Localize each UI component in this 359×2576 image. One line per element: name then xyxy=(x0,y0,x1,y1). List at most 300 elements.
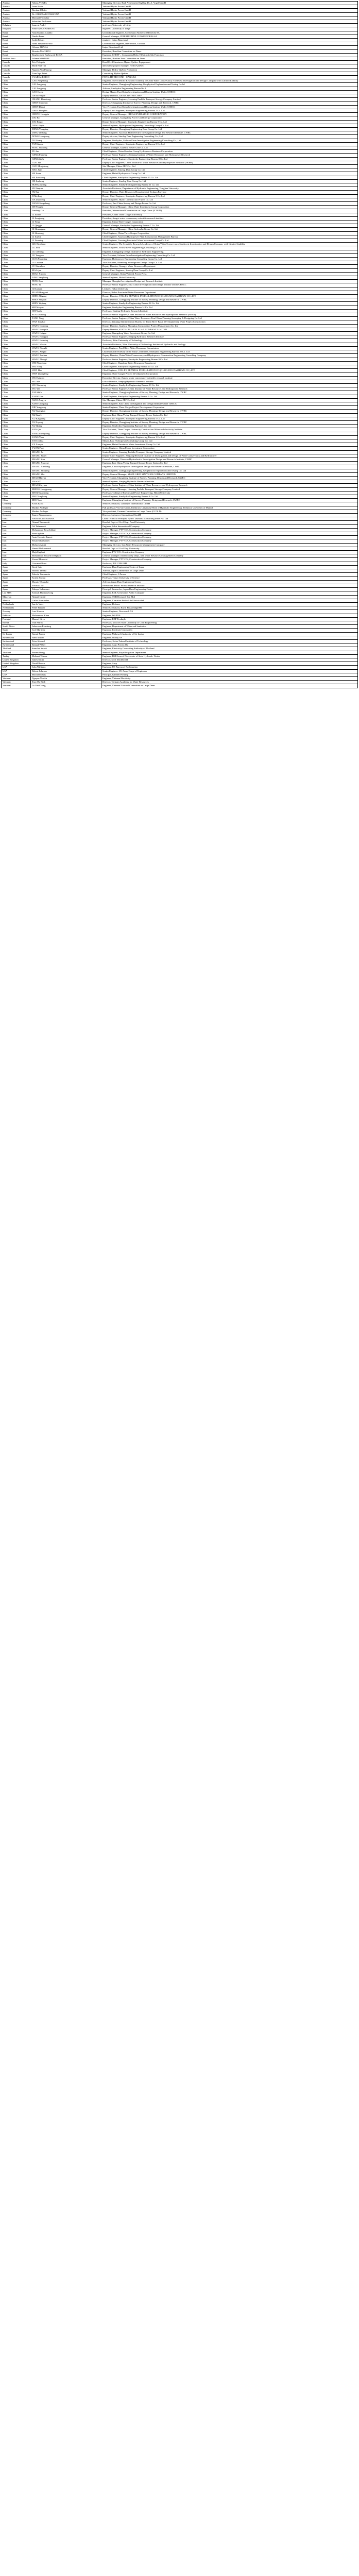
name-cell: LI Yaoming xyxy=(31,239,101,243)
country-cell: China xyxy=(2,402,31,405)
table-row xyxy=(2,206,358,209)
name-cell: HU Jun xyxy=(31,191,101,194)
name-cell: HE Jiaren xyxy=(31,172,101,176)
table-row xyxy=(2,621,358,624)
name-cell: Orleans FRAGA xyxy=(31,46,101,49)
country-cell: China xyxy=(2,228,31,231)
affiliation-cell: Engineer, TNB Research Sdn Bhd xyxy=(101,595,358,599)
affiliation-cell: Senior Engineer, Sinolog Dam Group Co. Ltd xyxy=(101,179,358,183)
affiliation-cell: P.ENG, HYDRO ONE - CANADA xyxy=(101,76,358,79)
table-row xyxy=(2,673,358,676)
table-row xyxy=(2,499,358,502)
country-cell: China xyxy=(2,317,31,320)
country-cell: Vietnam xyxy=(2,684,31,688)
affiliation-cell: Senior Engineer, Royal Irrigation Department xyxy=(101,651,358,654)
affiliation-cell: Engineer, Vietnam National Committee on Large Dams xyxy=(101,684,358,688)
country-cell: China xyxy=(2,113,31,116)
table-row xyxy=(2,183,358,187)
country-cell: China xyxy=(2,253,31,257)
name-cell: XU Qijing xyxy=(31,425,101,428)
country-cell: China xyxy=(2,413,31,417)
table-row xyxy=(2,666,358,669)
table-row xyxy=(2,258,358,261)
affiliation-cell: Senior Engineer, China Power Investment Corporation xyxy=(101,447,358,450)
country-cell: China xyxy=(2,339,31,343)
country-cell: China xyxy=(2,246,31,250)
name-cell: Hamid Mohammadi xyxy=(31,547,101,550)
affiliation-cell: Full professor/Vice-president, Innsbruck University/Head of Hydraulic Engineering, Technical University of Munich xyxy=(101,506,358,510)
name-cell: TANG Yang xyxy=(31,317,101,320)
name-cell: Mark Paul Tan xyxy=(31,64,101,68)
affiliation-cell: Engineer, Mahaweli Authority of Sri Lanka xyxy=(101,632,358,636)
country-cell: India xyxy=(2,517,31,521)
affiliation-cell: engineer, University of Liège xyxy=(101,27,358,31)
name-cell: ZHAO Haiyan xyxy=(31,477,101,480)
country-cell: China xyxy=(2,495,31,499)
table-row xyxy=(2,654,358,658)
table-row xyxy=(2,551,358,554)
name-cell: HARI RAM SHARMA xyxy=(31,517,101,521)
country-cell: Iran xyxy=(2,528,31,532)
name-cell: CHEN Hongbin xyxy=(31,109,101,112)
name-cell: Michael Frötscher xyxy=(31,16,101,20)
affiliation-cell: Senior Consultant, Royal HaskoningDHV xyxy=(101,606,358,610)
table-row xyxy=(2,131,358,135)
table-row xyxy=(2,573,358,577)
affiliation-cell: Professor Senior Engineer, China Water Resources Pearl River Planning Surveying & Designing Co. Ltd xyxy=(101,317,358,320)
country-cell: China xyxy=(2,499,31,502)
country-cell: China xyxy=(2,320,31,324)
affiliation-cell: Director, Mott MacDonald xyxy=(101,658,358,662)
table-row xyxy=(2,346,358,350)
country-cell: China xyxy=(2,224,31,228)
name-cell: CHAI Fengde xyxy=(31,94,101,98)
name-cell: LV Guohua xyxy=(31,261,101,265)
name-cell: XIANG Jun xyxy=(31,395,101,398)
affiliation-cell: Senior Engineer, Changjiang Engineering, Geophysical Exploration and Testing Co. Ltd xyxy=(101,469,358,472)
affiliation-cell: General Manager, Guangdong Power Grid Energy Corporation xyxy=(101,116,358,120)
table-row xyxy=(2,335,358,339)
name-cell: DAI Bingo xyxy=(31,120,101,124)
affiliation-cell: Senior Engineer, Sinohydro Engineering Bureau 10 Co. Ltd xyxy=(101,383,358,387)
table-row xyxy=(2,5,358,9)
country-cell: China xyxy=(2,298,31,302)
country-cell: Thailand xyxy=(2,651,31,654)
affiliation-cell: Director, Lahmeyer International GmbH xyxy=(101,514,358,517)
affiliation-cell: Project Manager, FTV CO., Construction Company xyxy=(101,528,358,532)
affiliation-cell: Senior Engineer, Hydropower Engineering Consulting Group Co. Ltd xyxy=(101,124,358,127)
table-row xyxy=(2,454,358,457)
affiliation-cell: Deputy Director, Changjiang Institute of Survey, Planning, Design and Research, CWRC xyxy=(101,432,358,435)
table-row xyxy=(2,328,358,331)
name-cell: ZHENG Hongguang xyxy=(31,487,101,491)
country-cell: China xyxy=(2,209,31,213)
affiliation-cell: Professor Senior Engineer, Zhejiang Institute of Water Resources and Hydropower Research xyxy=(101,154,358,157)
affiliation-cell: Engineer, Department of Water and Sanitation xyxy=(101,625,358,629)
country-cell: China xyxy=(2,243,31,246)
country-cell: China xyxy=(2,239,31,243)
country-cell: Iran xyxy=(2,521,31,524)
table-row xyxy=(2,610,358,614)
country-cell: Brazil xyxy=(2,46,31,49)
country-cell: China xyxy=(2,343,31,346)
name-cell: Ricardo MAGRINI xyxy=(31,49,101,53)
name-cell: XU Guangjun xyxy=(31,410,101,413)
table-row xyxy=(2,365,358,368)
name-cell: LIU Xinsheng xyxy=(31,243,101,246)
country-cell: China xyxy=(2,302,31,306)
name-cell: LI Jianlin xyxy=(31,213,101,216)
country-cell: Brazil xyxy=(2,35,31,38)
country-cell: China xyxy=(2,472,31,476)
affiliation-cell: Engineer, Changjiang Design Institute of Hydraulic Engineering xyxy=(101,250,358,253)
name-cell: Pierre ARCHAMBEAU xyxy=(31,27,101,31)
name-cell: Eugen Zimmermann xyxy=(31,514,101,517)
name-cell: Anna Hofer xyxy=(31,5,101,9)
table-row xyxy=(2,287,358,291)
table-row xyxy=(2,387,358,391)
country-cell: Switzerland xyxy=(2,636,31,639)
name-cell: Hans Müller xyxy=(31,636,101,639)
country-cell: Norway xyxy=(2,610,31,614)
table-row xyxy=(2,272,358,276)
table-row xyxy=(2,647,358,651)
name-cell: CAI Jiangping xyxy=(31,83,101,87)
country-cell: United Kingdom xyxy=(2,658,31,662)
country-cell: Pakistan xyxy=(2,614,31,617)
name-cell: SHEN Shiyuan xyxy=(31,298,101,302)
table-row xyxy=(2,469,358,472)
name-cell: Yousef Hosseini xyxy=(31,558,101,562)
affiliation-cell: Vice President, East China Investigation and Design Institute Under CHECC xyxy=(101,105,358,109)
country-cell: USA xyxy=(2,669,31,673)
name-cell: WANG Guiming xyxy=(31,324,101,328)
affiliation-cell: Engineer, Vietnam Electricity xyxy=(101,676,358,680)
table-row xyxy=(2,306,358,309)
country-cell: China xyxy=(2,417,31,420)
table-row xyxy=(2,253,358,257)
country-cell: Vietnam xyxy=(2,681,31,684)
name-cell: SHEN Yiqiang xyxy=(31,302,101,306)
country-cell: China xyxy=(2,283,31,287)
name-cell: Le Van Cuong xyxy=(31,684,101,688)
name-cell: Somsak Phommavong xyxy=(31,591,101,595)
table-row xyxy=(2,90,358,94)
country-cell: China xyxy=(2,164,31,168)
affiliation-cell: Senior Engineer, Xiaowan Hydroelectric Investigation Design and Research Institute, CWRC xyxy=(101,131,358,135)
name-cell: MIAO Xuwen xyxy=(31,272,101,276)
name-cell: ZHANG Zhiqiang xyxy=(31,469,101,472)
affiliation-cell: Senior Engineer, Norconsult AS xyxy=(101,610,358,614)
affiliation-cell: President, China Three Gorges University xyxy=(101,213,358,216)
table-row xyxy=(2,53,358,57)
table-row xyxy=(2,447,358,450)
name-cell: LI Shuxiang xyxy=(31,231,101,235)
country-cell: Iran xyxy=(2,543,31,547)
country-cell: Germany xyxy=(2,502,31,506)
table-row xyxy=(2,324,358,328)
affiliation-cell: Director, Changjiang Institute of Survey, Planning, Design and Research, CWRC xyxy=(101,101,358,105)
table-row xyxy=(2,98,358,101)
affiliation-cell: Professor Senior Engineer, Nanjing Hydraulic Research Institute xyxy=(101,335,358,339)
table-row xyxy=(2,172,358,176)
name-cell: LI Xuelin xyxy=(31,235,101,239)
name-cell: Giovanni Rossi xyxy=(31,562,101,565)
name-cell: Markus Aufleger xyxy=(31,506,101,510)
name-cell: Amir Hossein Razavi xyxy=(31,536,101,539)
name-cell: ZHANG Kun xyxy=(31,457,101,461)
affiliation-cell: Chief Engineer, Sinohydro Engineering Bureau 10 Co. Ltd xyxy=(101,365,358,368)
country-cell: Brazil xyxy=(2,42,31,46)
table-row xyxy=(2,231,358,235)
affiliation-cell: Deputy Director, China Water Conservancy and Hydropower Construction Engineering Consulting Company xyxy=(101,354,358,358)
affiliation-cell: Senior Engineer, US Army Corps of Engineers xyxy=(101,669,358,673)
name-cell: Tuan Ngo Trinh xyxy=(31,72,101,75)
country-cell: China xyxy=(2,328,31,331)
country-cell: China xyxy=(2,425,31,428)
country-cell: China xyxy=(2,420,31,424)
name-cell: Takeshi Yamamoto xyxy=(31,573,101,577)
name-cell: CHEN Chaomin xyxy=(31,101,101,105)
name-cell: ZHAO Zhiyuan xyxy=(31,484,101,487)
table-row xyxy=(2,146,358,149)
country-cell: China xyxy=(2,454,31,457)
table-row xyxy=(2,124,358,127)
country-cell: China xyxy=(2,287,31,291)
name-cell: ZHANG Zhe xyxy=(31,472,101,476)
name-cell: XU Kaiguang xyxy=(31,417,101,420)
affiliation-cell: Senior Engineer, Pearl River Water Resources Commission xyxy=(101,346,358,350)
name-cell: GENG Jinfu xyxy=(31,157,101,161)
affiliation-cell: Verbund Hydro Power GmbH xyxy=(101,5,358,9)
table-row xyxy=(2,577,358,580)
table-row xyxy=(2,369,358,372)
table-row xyxy=(2,491,358,495)
name-cell: Klaus Kloss xyxy=(31,502,101,506)
country-cell: China xyxy=(2,383,31,387)
name-cell: Adama NOMBRE xyxy=(31,57,101,61)
table-row xyxy=(2,584,358,587)
affiliation-cell: Head of Dept. of Civil Eng. University xyxy=(101,547,358,550)
table-row xyxy=(2,57,358,61)
name-cell: QI Lianjun xyxy=(31,287,101,291)
country-cell: Canada xyxy=(2,68,31,72)
table-row xyxy=(2,425,358,428)
country-cell: Russia xyxy=(2,621,31,624)
country-cell: Canada xyxy=(2,76,31,79)
table-row xyxy=(2,614,358,617)
affiliation-cell: Senior Consultant, Lahmeyer International GmbH xyxy=(101,502,358,506)
name-cell: Hiroshi Tanaka xyxy=(31,569,101,573)
country-cell: Burkina Faso xyxy=(2,57,31,61)
affiliation-cell: Managing Director, Rudi Assessment Digl Ing Dr. A. Vogel GmbH xyxy=(101,2,358,5)
name-cell: Ahmad Ismail xyxy=(31,595,101,599)
table-row xyxy=(2,591,358,595)
country-cell: China xyxy=(2,354,31,358)
affiliation-cell: Manager, Shanghai Investigation Design and Research Institute xyxy=(101,280,358,283)
country-cell: China xyxy=(2,395,31,398)
name-cell: SUN Zhuhong xyxy=(31,313,101,317)
affiliation-cell: Associate Professor, Department of Hydraulic Engineering, Tsinghua University xyxy=(101,187,358,191)
affiliation-cell: Chief Engineer, Sinolog Dam Group Co. Ltd xyxy=(101,168,358,172)
name-cell: Kamal Perera xyxy=(31,632,101,636)
name-cell: WANG Xuehua xyxy=(31,354,101,358)
name-cell: LUO Zhaoming xyxy=(31,258,101,261)
affiliation-cell: Chief Engineer, Sinohydro Engineering Bureau 6 Co. Ltd xyxy=(101,395,358,398)
affiliation-cell: Chairman and Secretary of the Party Committee, Sinohydro Engineering Bureau 10 Co. Ltd xyxy=(101,350,358,354)
name-cell: Ivan Petrov xyxy=(31,621,101,624)
table-row xyxy=(2,76,358,79)
country-cell: Canada xyxy=(2,64,31,68)
country-cell: China xyxy=(2,154,31,157)
country-cell: Turkey xyxy=(2,654,31,658)
name-cell: Dr. JAKUBA KATARSYNA xyxy=(31,12,101,16)
affiliation-cell: Engineer, FTV CO., Construction Company xyxy=(101,551,358,554)
affiliation-cell: Advisor, Sinohydro Engineering Bureau No.1 xyxy=(101,87,358,90)
affiliation-cell: Engineer, Sinohydro, Sichuan Ertan Investigation Engineering Consulting Co., Ltd xyxy=(101,139,358,142)
country-cell: China xyxy=(2,369,31,372)
country-cell: Netherlands xyxy=(2,606,31,610)
country-cell: Sri Lanka xyxy=(2,632,31,636)
affiliation-cell: Director, Hubei Provincial Water Resources Department xyxy=(101,291,358,294)
name-cell: ZHU Yuan xyxy=(31,499,101,502)
country-cell: United Kingdom xyxy=(2,662,31,666)
country-cell: Iran xyxy=(2,524,31,528)
affiliation-cell: Professor, Swiss Federal Institute of Technology xyxy=(101,639,358,643)
affiliation-cell: Chief Engineer, China Three Gorges Corporation xyxy=(101,231,358,235)
table-row xyxy=(2,354,358,358)
name-cell: Jianfeng GA xyxy=(31,209,101,213)
table-row xyxy=(2,235,358,239)
country-cell: China xyxy=(2,410,31,413)
name-cell: WANG Haigen xyxy=(31,332,101,335)
country-cell: China xyxy=(2,491,31,495)
affiliation-cell: Deputy Director, Water Resources Department of Sichuan Province xyxy=(101,191,358,194)
name-cell: CHEN Dahui xyxy=(31,105,101,109)
country-cell: China xyxy=(2,291,31,294)
name-cell: JIN Yonglin xyxy=(31,206,101,209)
affiliation-cell: Deputy Director, CHINA WATER CORP xyxy=(101,94,358,98)
table-row xyxy=(2,142,358,146)
name-cell: XIAO Guoqiang xyxy=(31,402,101,405)
table-row xyxy=(2,213,358,216)
name-cell: WANG Zhongli xyxy=(31,358,101,361)
name-cell: GENG Fusheng xyxy=(31,154,101,157)
name-cell: Michael Davis xyxy=(31,673,101,676)
country-cell: Iran xyxy=(2,536,31,539)
name-cell: LU Lizhong xyxy=(31,250,101,253)
name-cell: YANG Yuan xyxy=(31,435,101,439)
affiliation-cell: Verbund Hydro Power GmbH xyxy=(101,9,358,12)
table-row xyxy=(2,101,358,105)
affiliation-cell: Engineer, Electricity Generating Authority of Thailand xyxy=(101,647,358,651)
table-row xyxy=(2,39,358,42)
country-cell: Japan xyxy=(2,573,31,577)
country-cell: Iran xyxy=(2,551,31,554)
affiliation-cell: Engineer, Arup xyxy=(101,662,358,666)
table-row xyxy=(2,358,358,361)
table-row xyxy=(2,625,358,629)
affiliation-cell: Verbund Hydro Power GmbH xyxy=(101,12,358,16)
name-cell: GUO Jun xyxy=(31,161,101,164)
table-row xyxy=(2,350,358,354)
name-cell: John Williams xyxy=(31,666,101,669)
country-cell: China xyxy=(2,261,31,265)
affiliation-cell: Engineer, US Bureau of Reclamation xyxy=(101,666,358,669)
country-cell: China xyxy=(2,172,31,176)
country-cell: Austria xyxy=(2,9,31,12)
country-cell: China xyxy=(2,484,31,487)
name-cell: ZHAO Yi xyxy=(31,480,101,484)
name-cell: LI Jiangheng xyxy=(31,216,101,220)
affiliation-cell: Professor Senior Engineer, China Institute of Water Resources and Hydropower Research xyxy=(101,484,358,487)
country-cell: USA xyxy=(2,666,31,669)
name-cell: Peter Schmid xyxy=(31,639,101,643)
affiliation-cell: Deputy General Manager, Liaoning Puzhihe Transport Storage Company Limited xyxy=(101,487,358,491)
country-cell: China xyxy=(2,213,31,216)
name-cell: Mehmet Yilmaz xyxy=(31,654,101,658)
table-row xyxy=(2,83,358,87)
name-cell: MA Lijun xyxy=(31,268,101,272)
table-row xyxy=(2,2,358,5)
name-cell: Anna Junqueira Filho xyxy=(31,42,101,46)
name-cell: David Brown xyxy=(31,662,101,666)
table-row xyxy=(2,135,358,139)
table-row xyxy=(2,291,358,294)
affiliation-cell: Itaipu Binacional Ltd xyxy=(101,46,358,49)
table-row xyxy=(2,472,358,476)
country-cell: China xyxy=(2,432,31,435)
name-cell: Takuya Nakamura xyxy=(31,588,101,591)
name-cell: WAN Liuzhai xyxy=(31,320,101,324)
table-row xyxy=(2,317,358,320)
table-row xyxy=(2,487,358,491)
country-cell: China xyxy=(2,335,31,339)
country-cell: China xyxy=(2,101,31,105)
table-row xyxy=(2,302,358,306)
affiliation-cell: Deputy Director, STATE GRID XIN YUAN COMPANY LIMITED xyxy=(101,328,358,331)
affiliation-cell: Director, Xinjiang Administration Bureau for Tarim River Basin Development & Water Project Construction xyxy=(101,320,358,324)
country-cell: China xyxy=(2,276,31,280)
country-cell: China xyxy=(2,398,31,402)
name-cell: Tran Thi Binh xyxy=(31,681,101,684)
table-row xyxy=(2,462,358,465)
affiliation-cell: Engineer, Hubei Hydropower Group Co. Ltd xyxy=(101,172,358,176)
country-cell: Brazil xyxy=(2,39,31,42)
country-cell: Iran xyxy=(2,547,31,550)
table-row xyxy=(2,116,358,120)
country-cell: China xyxy=(2,161,31,164)
affiliation-cell: Senior Engineer, Sinohydro Engineering Bureau 8 Co. Ltd xyxy=(101,495,358,499)
table-row xyxy=(2,220,358,224)
affiliation-cell: General Manager, INTERTECHNE CONSULTORES SA xyxy=(101,35,358,38)
country-cell: Vietnam xyxy=(2,676,31,680)
affiliation-cell: Manager, Hydro-Québec Production xyxy=(101,68,358,72)
affiliation-cell: Head of Dept. of Civil Eng., Azad University xyxy=(101,521,358,524)
table-row xyxy=(2,120,358,124)
name-cell: LV Xiaozhou xyxy=(31,265,101,268)
affiliation-cell: Professor, IUE CNR IRPI xyxy=(101,562,358,565)
name-cell: ZHANG Xiaoxue xyxy=(31,462,101,465)
country-cell: China xyxy=(2,220,31,224)
table-row xyxy=(2,12,358,16)
table-row xyxy=(2,639,358,643)
name-cell: ZHOU Xiaoming xyxy=(31,491,101,495)
affiliation-cell: Deputy Director, Guangxi Water Resources Department xyxy=(101,265,358,268)
country-cell: China xyxy=(2,462,31,465)
table-row xyxy=(2,547,358,550)
name-cell: WANG Huiming xyxy=(31,339,101,343)
